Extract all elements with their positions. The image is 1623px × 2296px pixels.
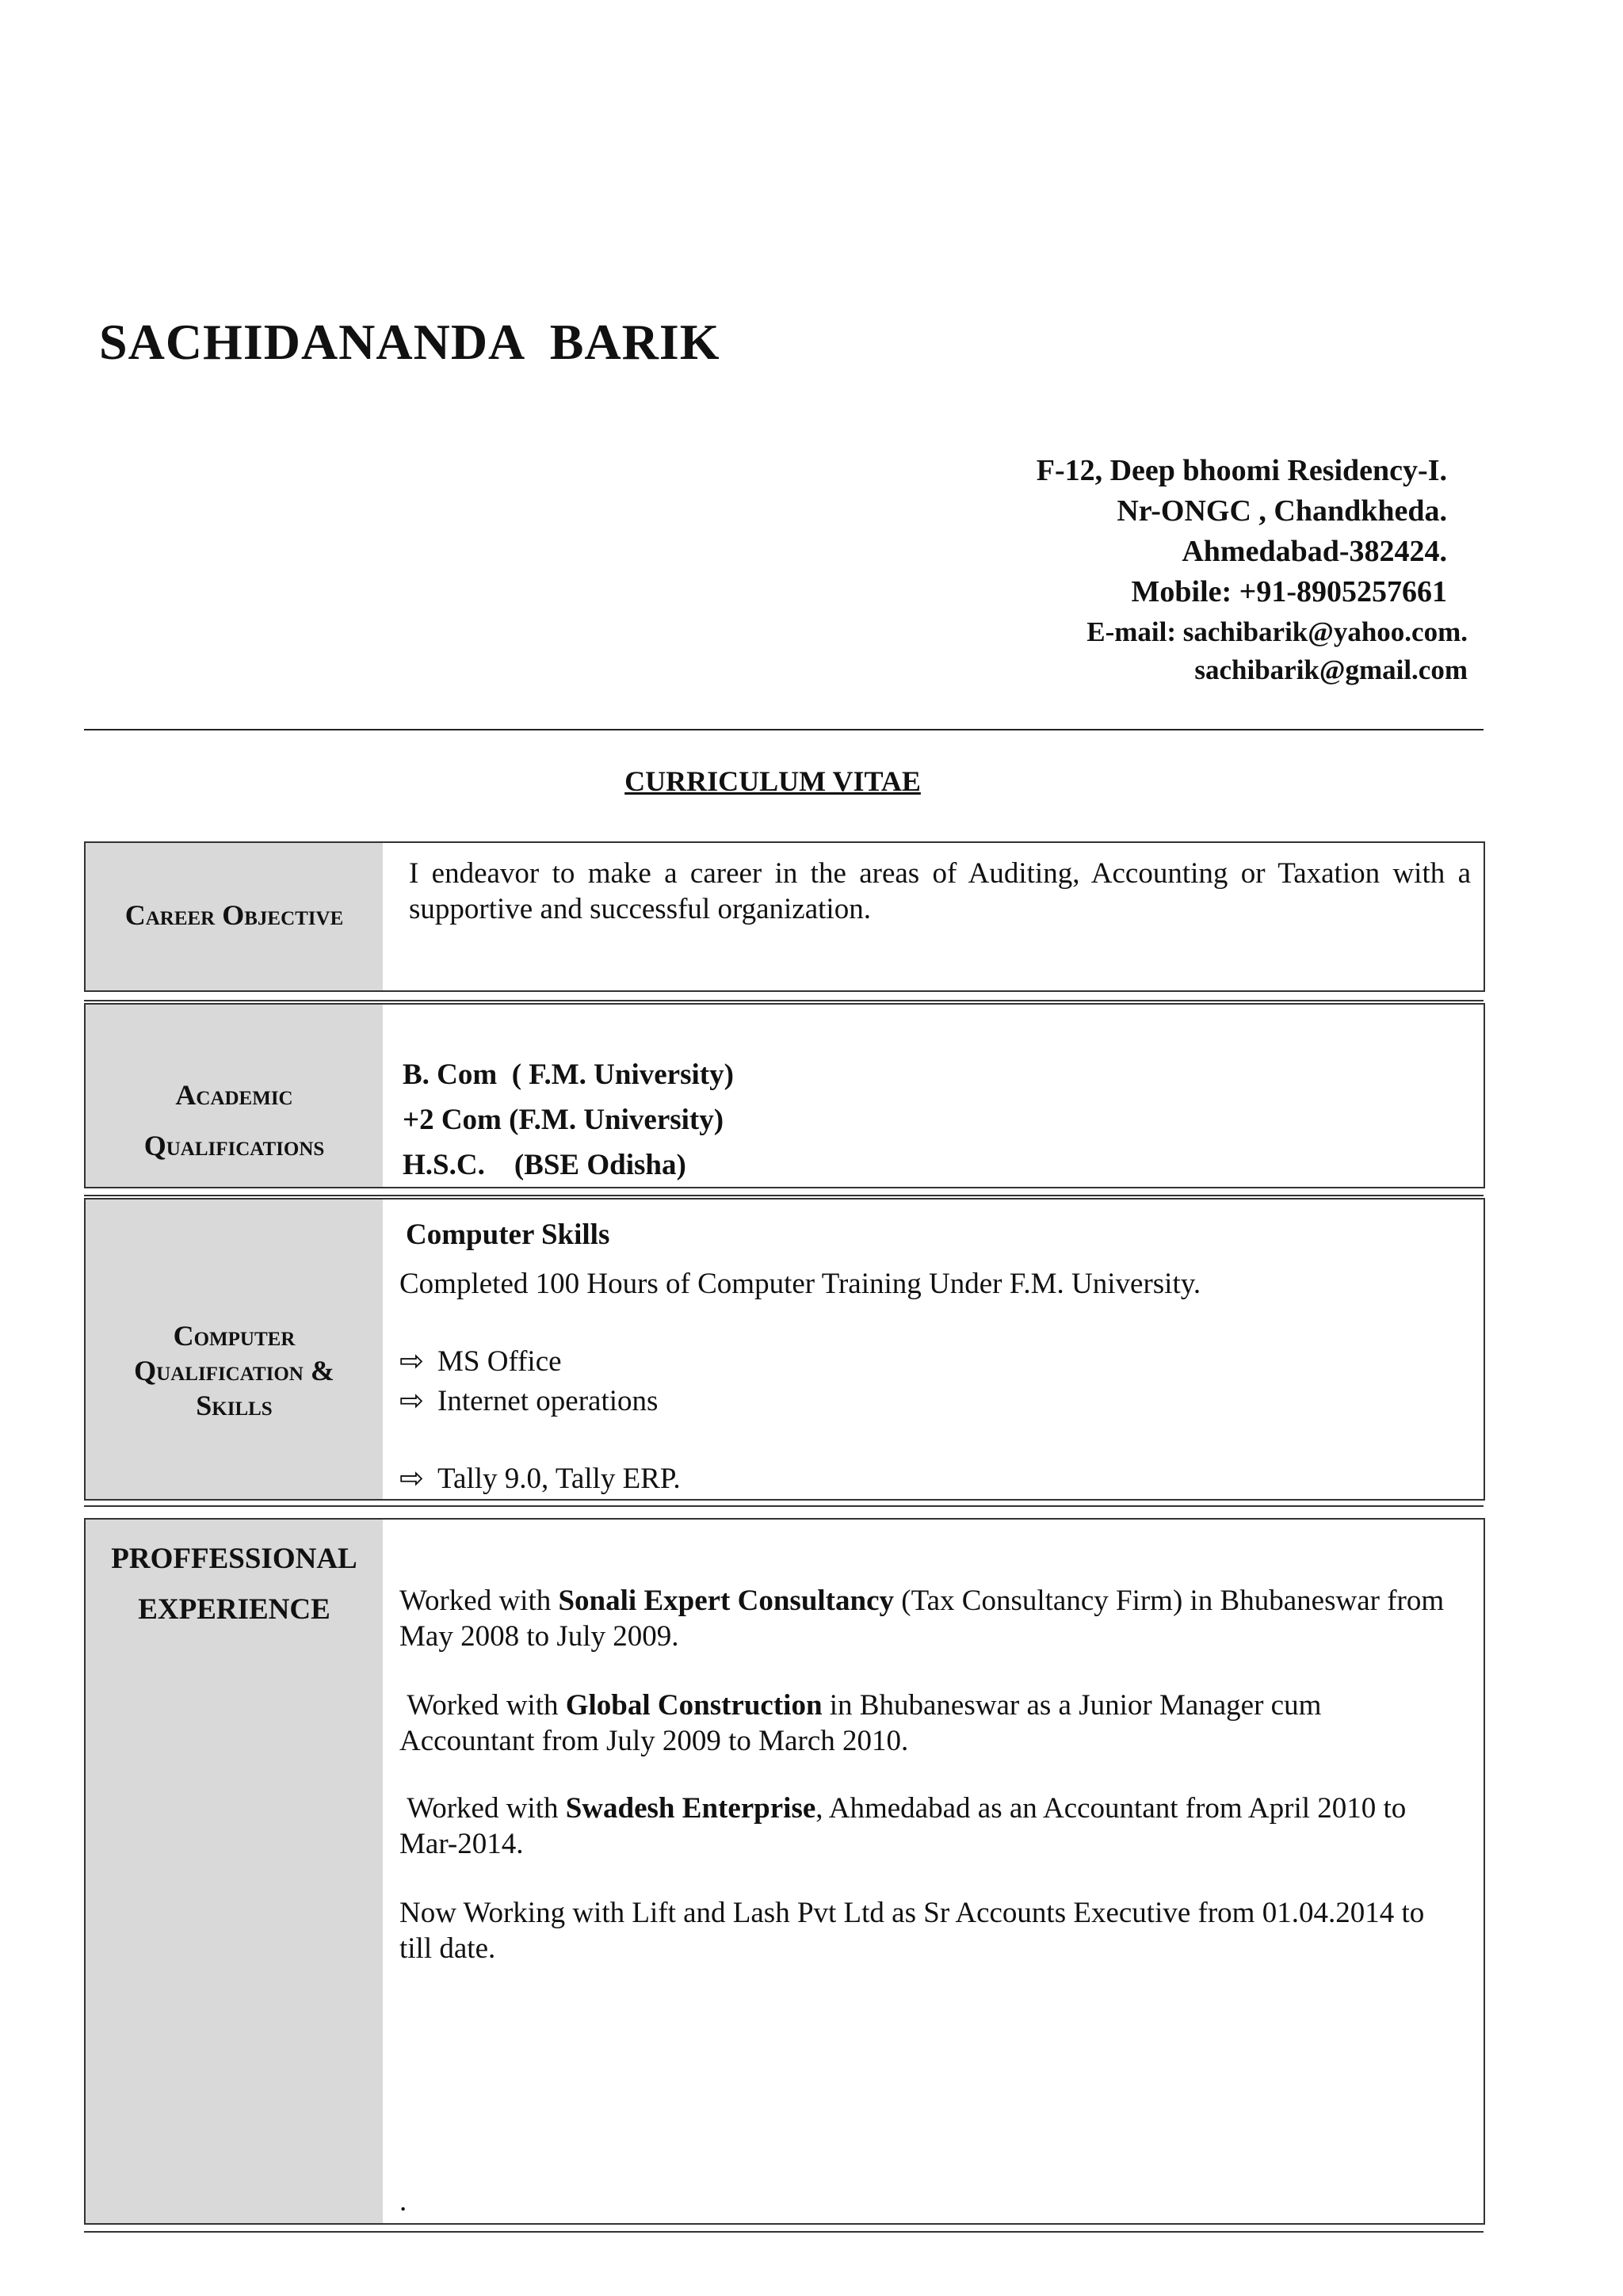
academic-item: H.S.C. (BSE Odisha) xyxy=(403,1149,686,1181)
experience-entry: Worked with Swadesh Enterprise, Ahmedabad as an Accountant from April 2010 to Mar-2014. xyxy=(399,1792,1407,1861)
email-line-2: sachibarik@gmail.com xyxy=(1194,654,1468,685)
academic-item: +2 Com (F.M. University) xyxy=(403,1104,724,1136)
experience-entry: Worked with Global Construction in Bhubaneswar as a Junior Manager cum Accountant from July 2009 to March 2010. xyxy=(399,1689,1322,1758)
computer-label-line-3: Skills xyxy=(196,1390,273,1421)
experience-label-line-2: EXPERIENCE xyxy=(138,1593,330,1626)
skill-item xyxy=(399,1383,658,1418)
arrow-bullet-icon: ⇨ xyxy=(399,1345,425,1378)
section-divider xyxy=(84,2231,1484,2233)
experience-label xyxy=(86,1534,383,1635)
employer-name: Sonali Expert Consultancy xyxy=(558,1585,894,1617)
candidate-name: SACHIDANANDA BARIK xyxy=(99,314,720,370)
section-divider xyxy=(84,1195,1484,1196)
employer-name: Swadesh Enterprise xyxy=(565,1792,816,1825)
academic-section xyxy=(84,1003,1485,1188)
trailing-period: . xyxy=(399,2185,407,2218)
computer-label-line-2: Qualification & xyxy=(134,1355,334,1386)
address-line-3: Ahmedabad-382424. xyxy=(1182,535,1447,568)
academic-label-line-2: Qualifications xyxy=(143,1130,325,1161)
career-objective-text: I endeavor to make a career in the areas of Auditing, Accounting or Taxation with a supportive and successful organization. xyxy=(409,857,1471,926)
academic-item: B. Com ( F.M. University) xyxy=(403,1058,734,1091)
experience-label-line-1: PROFFESSIONAL xyxy=(111,1543,357,1575)
career-objective-section xyxy=(84,841,1485,992)
address-line-2: Nr-ONGC , Chandkheda. xyxy=(1117,494,1447,528)
employer-name: Global Construction xyxy=(565,1689,823,1722)
arrow-bullet-icon: ⇨ xyxy=(399,1385,425,1417)
section-divider xyxy=(84,1000,1484,1001)
experience-entry: Worked with Sonali Expert Consultancy (Tax Consultancy Firm) in Bhubaneswar from May 2008 to July 2009. xyxy=(399,1585,1445,1653)
computer-training-text: Completed 100 Hours of Computer Training Under F.M. University. xyxy=(399,1268,1201,1300)
computer-label xyxy=(86,1318,383,1423)
skill-label: Internet operations xyxy=(437,1385,659,1417)
arrow-bullet-icon: ⇨ xyxy=(399,1463,425,1495)
career-objective-label: Career Objective xyxy=(124,899,344,931)
computer-label-line-1: Computer xyxy=(173,1320,296,1352)
computer-skills-heading: Computer Skills xyxy=(406,1219,610,1251)
skill-item xyxy=(399,1344,562,1379)
skill-item xyxy=(399,1461,681,1496)
computer-section xyxy=(84,1198,1485,1501)
document-title: CURRICULUM VITAE xyxy=(624,765,921,797)
skill-label: Tally 9.0, Tally ERP. xyxy=(437,1463,681,1495)
mobile-line: Mobile: +91-8905257661 xyxy=(1131,575,1447,608)
experience-entry: Now Working with Lift and Lash Pvt Ltd as Sr Accounts Executive from 01.04.2014 to till date. xyxy=(399,1897,1432,1966)
header-divider xyxy=(84,729,1484,730)
academic-list xyxy=(403,1052,734,1188)
section-divider xyxy=(84,1505,1484,1507)
skill-label: MS Office xyxy=(437,1345,562,1378)
academic-label-line-1: Academic xyxy=(175,1079,293,1111)
experience-section xyxy=(84,1518,1485,2225)
academic-label xyxy=(86,1070,383,1171)
email-line-1: E-mail: sachibarik@yahoo.com. xyxy=(1086,616,1468,647)
address-line-1: F-12, Deep bhoomi Residency-I. xyxy=(1036,454,1447,487)
